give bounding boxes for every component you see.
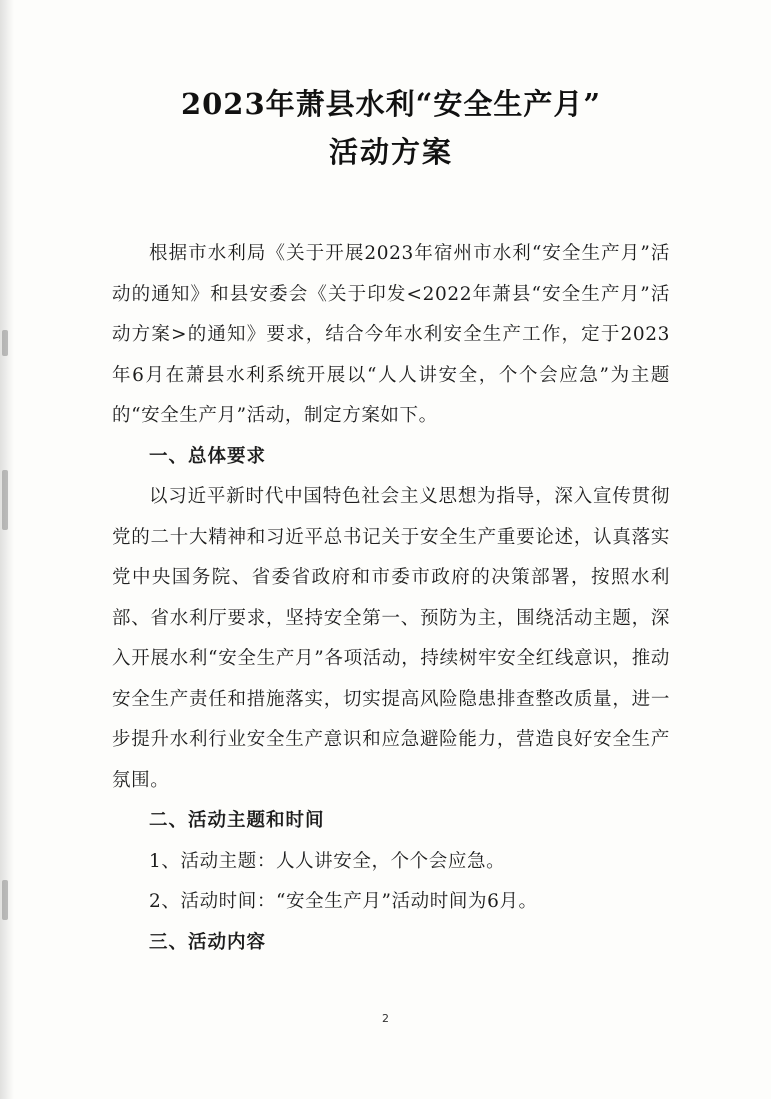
section1-paragraph: 以习近平新时代中国特色社会主义思想为指导，深入宣传贯彻党的二十大精神和习近平总书记关于安全生产重要论述，认真落实党中央国务院、省委省政府和市委市政府的决策部署，按照水利部、省水利厅要求，坚持安全第一、预防为主，围绕活动主题，深入开展水利“安全生产月”各项活动，持续树牢安全红线意识，推动安全生产责任和措施落实，切实提高风险隐患排查整改质量，进一步提升水利行业安全生产意识和应急避险能力，营造良好安全生产氛围。 <box>112 486 670 791</box>
section2-item-theme: 1、活动主题：人人讲安全，个个会应急。 <box>149 850 506 872</box>
section3-heading: 三、活动内容 <box>149 931 267 953</box>
scan-speck <box>2 470 8 530</box>
document-page <box>112 80 670 963</box>
document-title-line2: 活动方案 <box>328 135 453 169</box>
document-title-line1: 2023年萧县水利“安全生产月” <box>180 87 602 121</box>
section2-item-time: 2、活动时间：“安全生产月”活动时间为6月。 <box>149 891 538 912</box>
scan-speck <box>2 880 8 920</box>
section2-heading: 二、活动主题和时间 <box>149 810 325 831</box>
section1-heading: 一、总体要求 <box>149 445 267 467</box>
document-body <box>112 234 670 963</box>
page-number: 2 <box>382 1012 389 1025</box>
scan-speck <box>2 330 8 356</box>
intro-paragraph: 根据市水利局《关于开展2023年宿州市水利“安全生产月”活动的通知》和县安委会《关于印发<2022年萧县“安全生产月”活动方案>的通知》要求，结合今年水利安全生产工作，定于2023年6月在萧县水利系统开展以“人人讲安全，个个会应急”为主题的“安全生产月”活动，制定方案如下。 <box>112 243 670 426</box>
scan-edge-shadow <box>0 0 14 1099</box>
